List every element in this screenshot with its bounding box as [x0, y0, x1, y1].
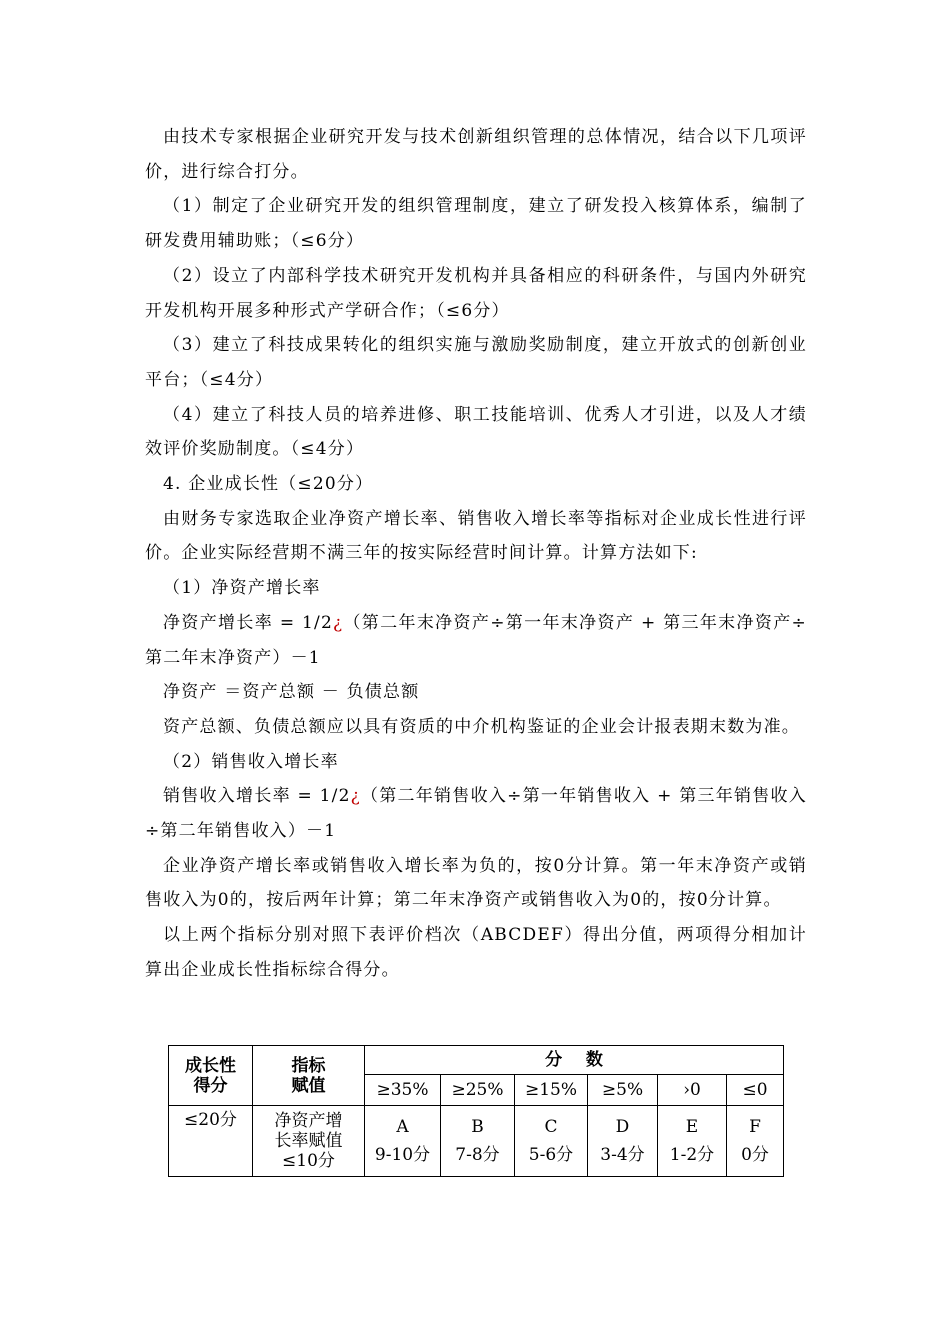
subheading-sales-growth: （2）销售收入增长率 [163, 751, 339, 772]
body-text [145, 120, 807, 988]
formula-sales-rhs: （第二年销售收入÷第一年销售收入 + 第三年销售收入÷第二年销售收入）－1 [145, 786, 808, 842]
level-cell: ›0 [658, 1075, 727, 1106]
grade-cell-d: D 3-4分 [588, 1106, 658, 1177]
paragraph-item-2: （2）设立了内部科学技术研究开发机构并具备相应的科研条件，与国内外研究开发机构开展多种形式产学研合作；（≤6分） [145, 265, 807, 321]
growth-score-table [168, 1045, 784, 1177]
level-cell: ≤0 [727, 1075, 784, 1106]
paragraph-negative-rule: 企业净资产增长率或销售收入增长率为负的，按0分计算。第一年末净资产或销售收入为0的，按后两年计算；第二年末净资产或销售收入为0的，按0分计算。 [145, 855, 807, 911]
header-score: 分 数 [365, 1046, 784, 1075]
formula-sales-growth [145, 779, 807, 848]
formula-net-asset-lhs: 净资产增长率 = 1/2 [163, 612, 333, 633]
formula-glyph: ¿ [350, 786, 361, 807]
row-indicator: 净资产增 长率赋值 ≤10分 [253, 1106, 365, 1177]
paragraph-growth-intro: 由财务专家选取企业净资产增长率、销售收入增长率等指标对企业成长性进行评价。企业实际经营期不满三年的按实际经营时间计算。计算方法如下: [145, 508, 807, 564]
level-cell: ≥5% [588, 1075, 658, 1106]
paragraph-audit-note: 资产总额、负债总额应以具有资质的中介机构鉴证的企业会计报表期末数为准。 [163, 716, 800, 737]
paragraph-intro: 由技术专家根据企业研究开发与技术创新组织管理的总体情况，结合以下几项评价，进行综合打分。 [145, 127, 807, 182]
level-cell: ≥15% [515, 1075, 588, 1106]
grade-cell-b: B 7-8分 [441, 1106, 515, 1177]
grade-cell-f: F 0分 [727, 1106, 784, 1177]
grade-cell-c: C 5-6分 [515, 1106, 588, 1177]
row-total-score: ≤20分 [169, 1106, 253, 1177]
formula-net-asset-growth [145, 606, 807, 675]
paragraph-item-4: （4）建立了科技人员的培养进修、职工技能培训、优秀人才引进，以及人才绩效评价奖励制度。（≤4分） [145, 404, 807, 460]
subheading-net-asset-growth: （1）净资产增长率 [163, 578, 321, 599]
formula-net-asset-rhs: （第二年末净资产÷第一年末净资产 + 第三年末净资产÷第二年末净资产）－1 [145, 612, 807, 668]
grade-cell-e: E 1-2分 [658, 1106, 727, 1177]
grade-cell-a: A 9-10分 [365, 1106, 441, 1177]
paragraph-item-3: （3）建立了科技成果转化的组织实施与激励奖励制度，建立开放式的创新创业平台；（≤4分） [145, 335, 807, 390]
header-growth-score: 成长性 得分 [169, 1046, 253, 1106]
section-heading-growth: 4. 企业成长性（≤20分） [163, 474, 374, 495]
header-indicator-value: 指标 赋值 [253, 1046, 365, 1106]
formula-sales-lhs: 销售收入增长率 = 1/2 [163, 786, 351, 807]
formula-net-asset: 净资产 ＝资产总额 － 负债总额 [163, 682, 420, 703]
level-cell: ≥25% [441, 1075, 515, 1106]
paragraph-item-1: （1）制定了企业研究开发的组织管理制度，建立了研发投入核算体系，编制了研发费用辅助账；（≤6分） [145, 196, 807, 252]
formula-glyph: ¿ [332, 612, 344, 633]
level-cell: ≥35% [365, 1075, 441, 1106]
paragraph-table-intro: 以上两个指标分别对照下表评价档次（ABCDEF）得出分值，两项得分相加计算出企业成长性指标综合得分。 [145, 925, 807, 980]
table-row [169, 1106, 784, 1177]
